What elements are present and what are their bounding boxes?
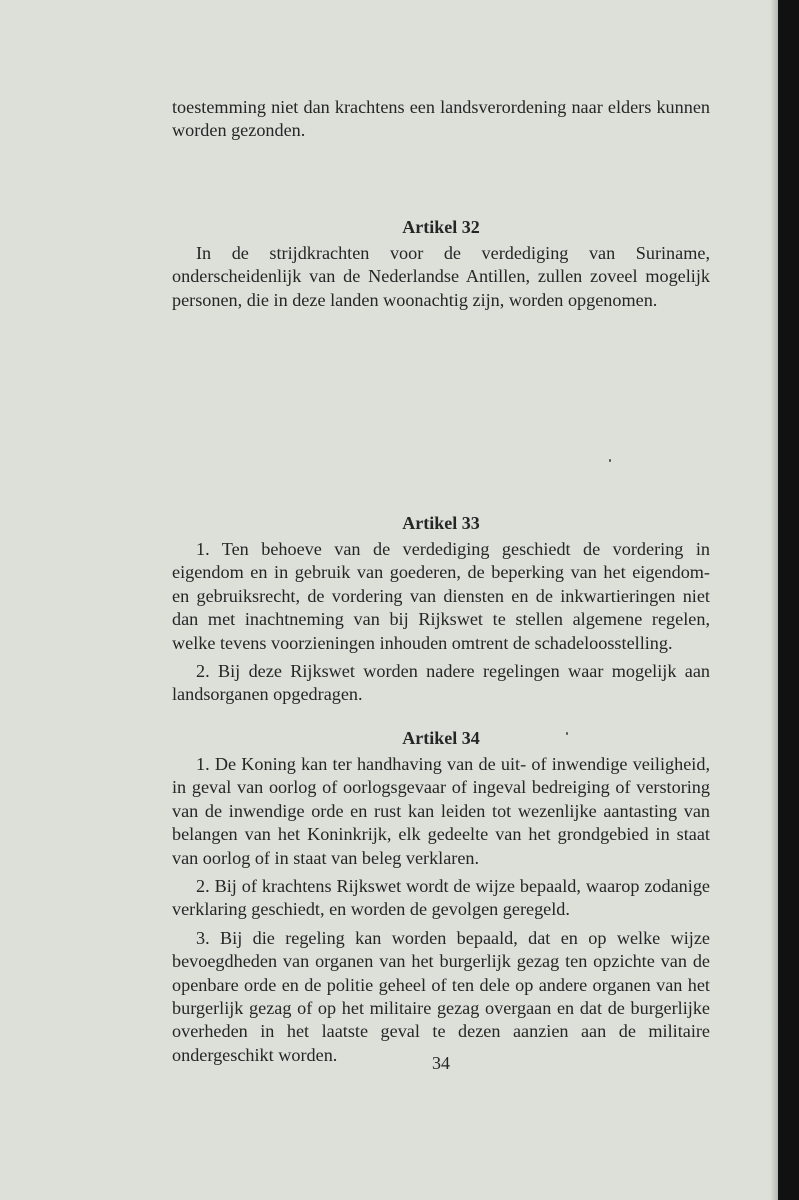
article-33-paragraph-1: 1. Ten behoeve van de verdediging geschiedt de vordering in eigendom en in gebruik van goederen, de beperking van het eigendom- en gebruiksrecht, de vordering van diensten en de inkwartieringen niet dan met inachtneming van bij Rijkswet te stellen algemene regelen, welke tevens voorzieningen inhouden omtrent de schadeloosstelling.: [172, 539, 710, 653]
article-34-paragraph-1: 1. De Koning kan ter handhaving van de uit- of inwendige veiligheid, in geval van oorlog of oorlogsgevaar of ingeval bedreiging of verstoring van de inwendige orde en rust kan leiden tot wezenlijke aantasting van belangen van het Koninkrijk, elk gedeelte van het grondgebied in staat van oorlog of in staat van beleg verklaren.: [172, 754, 710, 868]
article-33-paragraph-2: 2. Bij deze Rijkswet worden nadere regelingen waar mogelijk aan landsorganen opgedragen.: [172, 661, 710, 705]
scan-border: [778, 0, 799, 1200]
page-edge-shadow: [770, 0, 778, 1200]
article-34-body: [172, 753, 710, 1067]
article-34-paragraph-2: 2. Bij of krachtens Rijkswet wordt de wijze bepaald, waarop zodanige verklaring geschiedt, en worden de gevolgen geregeld.: [172, 876, 710, 920]
article-32-heading: Artikel 32: [402, 217, 480, 237]
scan-speck: [609, 459, 611, 462]
continued-paragraph: [172, 96, 710, 143]
scan-speck: [566, 732, 568, 735]
article-33-body: [172, 538, 710, 707]
article-32-paragraph: In de strijdkrachten voor de verdediging van Suriname, onderscheidenlijk van de Nederlandse Antillen, zullen zoveel mogelijk personen, die in deze landen woonachtig zijn, worden opgenomen.: [172, 243, 710, 310]
article-34-paragraph-3: 3. Bij die regeling kan worden bepaald, dat en op welke wijze bevoegdheden van organen van het burgerlijk gezag ten opzichte van de openbare orde en de politie geheel of ten dele op andere organen van het burgerlijk gezag of op het militaire gezag overgaan en dat de burgerlijke overheden in het laatste geval te dezen aanzien aan de militaire ondergeschikt worden.: [172, 927, 710, 1065]
article-32-body: [172, 242, 710, 312]
page-number: 34: [432, 1053, 450, 1073]
paragraph-fragment: toestemming niet dan krachtens een landsverordening naar elders kunnen worden gezonden.: [172, 97, 710, 141]
article-33-heading: Artikel 33: [402, 513, 480, 533]
article-34-heading: Artikel 34: [402, 728, 480, 748]
